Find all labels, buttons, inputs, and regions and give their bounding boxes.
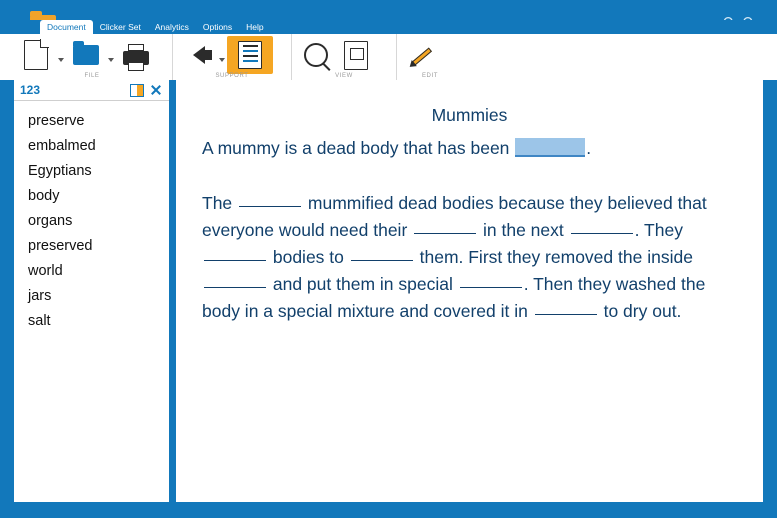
printer-icon xyxy=(123,51,149,65)
word-list-icon xyxy=(238,41,262,69)
document-pane[interactable] xyxy=(176,80,763,502)
document-sentence-1 xyxy=(202,135,737,162)
menu-item-clicker-set[interactable]: Clicker Set xyxy=(99,21,141,32)
find-button[interactable] xyxy=(296,36,336,74)
ribbon-toolbar xyxy=(0,34,777,80)
workspace xyxy=(0,80,777,518)
blank-slot[interactable] xyxy=(351,245,413,261)
menu-item-options[interactable]: Options xyxy=(202,21,233,32)
word-bank-button[interactable] xyxy=(227,36,273,74)
ribbon-group-label-edit: EDIT xyxy=(421,73,439,79)
ribbon-group-view xyxy=(291,34,396,80)
ribbon-group-label-support: SUPPORT xyxy=(215,73,249,79)
menu-item-help[interactable]: Help xyxy=(246,21,264,32)
ribbon-group-label-view: VIEW xyxy=(335,73,353,79)
list-item[interactable]: Egyptians xyxy=(28,163,92,179)
word-bank-panel xyxy=(14,80,169,502)
blank-slot[interactable] xyxy=(204,245,266,261)
list-item[interactable]: world xyxy=(28,263,63,279)
list-item[interactable]: salt xyxy=(28,313,51,329)
sentence-1-end: . xyxy=(586,138,592,158)
open-document-button[interactable] xyxy=(66,36,106,74)
list-item[interactable]: embalmed xyxy=(28,138,96,154)
split-layout-icon[interactable] xyxy=(130,84,144,97)
ribbon-group-label-file: FILE xyxy=(84,73,100,79)
p2-seg-9: to dry out. xyxy=(598,301,682,321)
menu-bar xyxy=(0,20,777,34)
document-paragraph-2 xyxy=(202,190,737,325)
speak-caret[interactable] xyxy=(217,36,227,74)
list-item[interactable]: jars xyxy=(28,288,52,304)
sentence-1-text: A mummy is a dead body that has been xyxy=(202,138,515,158)
p2-seg-5: bodies to xyxy=(268,247,349,267)
page-view-button[interactable] xyxy=(336,36,376,74)
blank-slot[interactable] xyxy=(204,272,266,288)
word-bank-header xyxy=(14,80,169,101)
word-count-label: 123 xyxy=(20,83,41,97)
ribbon-group-edit xyxy=(396,34,463,80)
p2-seg-3: in the next xyxy=(478,220,569,240)
close-icon[interactable] xyxy=(148,82,164,98)
list-item[interactable]: organs xyxy=(28,213,73,229)
list-item[interactable]: body xyxy=(28,188,60,204)
p2-seg-6: them. First they removed the inside xyxy=(414,247,698,267)
new-document-icon xyxy=(24,40,48,70)
blank-slot[interactable] xyxy=(239,191,301,207)
speaker-icon xyxy=(193,46,205,64)
filled-blank[interactable] xyxy=(515,138,585,157)
menu-item-analytics[interactable]: Analytics xyxy=(154,21,189,32)
p2-seg-2: mummified dead bodies because they believed that everyone would need their xyxy=(202,193,712,240)
p2-seg-4: . They xyxy=(634,220,688,240)
p2-seg-1: The xyxy=(202,193,238,213)
blank-slot[interactable] xyxy=(535,299,597,315)
title-bar xyxy=(0,0,777,20)
print-button[interactable] xyxy=(116,36,156,74)
ribbon-group-file xyxy=(12,34,172,80)
search-icon xyxy=(304,43,328,67)
new-document-caret[interactable] xyxy=(56,36,66,74)
ribbon-group-support xyxy=(172,34,291,80)
page-icon xyxy=(344,41,368,70)
edit-button[interactable] xyxy=(401,36,441,74)
blank-slot[interactable] xyxy=(571,218,633,234)
speak-button[interactable] xyxy=(177,36,217,74)
blank-slot[interactable] xyxy=(414,218,476,234)
pencil-icon xyxy=(408,42,434,68)
list-item[interactable]: preserved xyxy=(28,238,93,254)
p2-seg-7: and put them in special xyxy=(268,274,458,294)
new-document-button[interactable] xyxy=(16,36,56,74)
blank-slot[interactable] xyxy=(460,272,522,288)
open-document-caret[interactable] xyxy=(106,36,116,74)
list-item[interactable]: preserve xyxy=(28,113,85,129)
page-title: Mummies xyxy=(431,105,508,125)
open-folder-icon xyxy=(73,45,99,65)
p2-seg-8: . Then they washed the body in a special mixture and covered it in xyxy=(202,274,711,321)
word-list xyxy=(14,101,169,502)
menu-item-document[interactable]: Document xyxy=(40,20,93,35)
